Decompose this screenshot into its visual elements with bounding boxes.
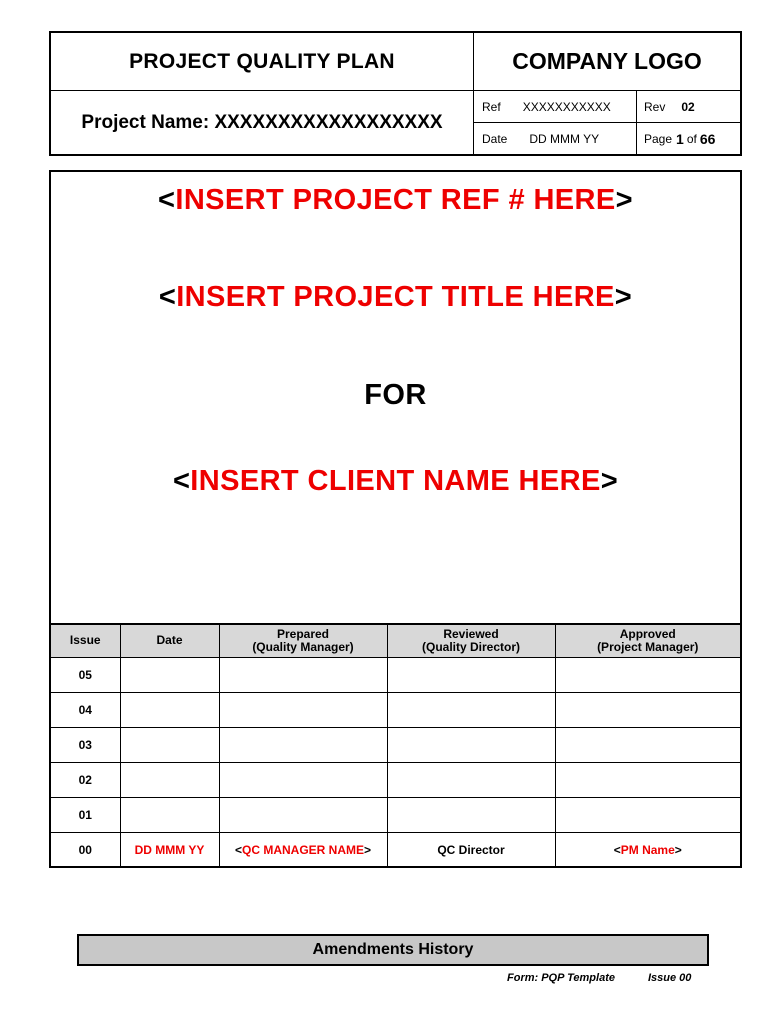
close-bracket: > [615,184,633,216]
header-prepared [219,624,387,657]
date-value: DD MMM YY [529,131,600,146]
header-prepared-title: Prepared [276,626,330,641]
date-label: Date [482,131,508,146]
header-approved [555,624,740,657]
page-total: 66 [699,130,716,147]
date-cell [120,727,219,762]
header-date: Date [120,624,219,657]
date-cell [120,762,219,797]
close-bracket: > [600,465,619,497]
issue-cell: 00 [51,832,120,867]
reviewed-cell: QC Director [387,832,555,867]
project-ref-line [51,184,740,217]
prepared-cell [219,832,387,867]
reviewed-cell [387,692,555,727]
reviewed-cell [387,657,555,692]
date-cell [120,692,219,727]
qc-manager-placeholder: QC MANAGER NAME [242,842,364,857]
header-prepared-sub: (Quality Manager) [252,639,354,654]
header-reviewed-sub: (Quality Director) [421,639,520,654]
issue-cell: 04 [51,692,120,727]
date-cell [474,123,637,154]
approved-cell [555,727,740,762]
table-row [51,832,740,867]
reviewed-cell [387,727,555,762]
ref-cell [474,91,637,123]
ref-value: XXXXXXXXXXX [522,99,611,114]
rev-value: 02 [681,99,695,114]
table-row [51,762,740,797]
document-title: PROJECT QUALITY PLAN [51,33,474,91]
header-reviewed [387,624,555,657]
date-cell [120,657,219,692]
issue-cell: 01 [51,797,120,832]
company-logo: COMPANY LOGO [474,33,740,91]
close-bracket: > [614,281,633,313]
prepared-cell [219,692,387,727]
header-approved-sub: (Project Manager) [597,639,699,654]
open-bracket: < [158,184,176,216]
close-bracket: > [364,842,372,857]
header-issue: Issue [51,624,120,657]
amendments-history-bar: Amendments History [77,934,709,966]
approved-cell [555,657,740,692]
issue-table-header [51,624,740,657]
prepared-cell [219,762,387,797]
approved-cell [555,762,740,797]
rev-cell [637,91,740,123]
project-title-placeholder: INSERT PROJECT TITLE HERE [176,281,615,313]
reviewed-cell [387,797,555,832]
for-text: FOR [364,379,427,411]
header-approved-title: Approved [619,626,676,641]
page-cell [637,123,740,154]
prepared-cell [219,797,387,832]
page-of: of [686,131,697,146]
issue-table [51,623,740,867]
prepared-cell [219,727,387,762]
date-cell [120,797,219,832]
pm-name-placeholder: PM Name [620,842,675,857]
approved-cell [555,797,740,832]
header-reviewed-title: Reviewed [443,626,499,641]
project-name: Project Name: XXXXXXXXXXXXXXXXXX [51,91,474,154]
approved-cell [555,832,740,867]
table-row [51,797,740,832]
open-bracket: < [613,842,621,857]
table-row [51,727,740,762]
client-name-placeholder: INSERT CLIENT NAME HERE [190,465,601,497]
rev-label: Rev [644,99,666,114]
reviewed-cell [387,762,555,797]
document-header [49,31,742,156]
project-title-line [51,281,740,314]
form-label: Form: PQP Template [507,972,615,984]
client-name-line [51,465,740,498]
cover-section [49,170,742,868]
issue-cell: 03 [51,727,120,762]
approved-cell [555,692,740,727]
table-row [51,657,740,692]
table-row [51,692,740,727]
open-bracket: < [158,281,177,313]
page-number: 1 [676,130,684,147]
open-bracket: < [234,842,242,857]
date-cell: DD MMM YY [120,832,219,867]
ref-label: Ref [482,99,501,114]
close-bracket: > [674,842,682,857]
issue-cell: 05 [51,657,120,692]
open-bracket: < [172,465,191,497]
form-issue: Issue 00 [648,972,692,984]
issue-cell: 02 [51,762,120,797]
project-ref-placeholder: INSERT PROJECT REF # HERE [175,184,616,216]
page-label: Page [644,131,673,146]
prepared-cell [219,657,387,692]
